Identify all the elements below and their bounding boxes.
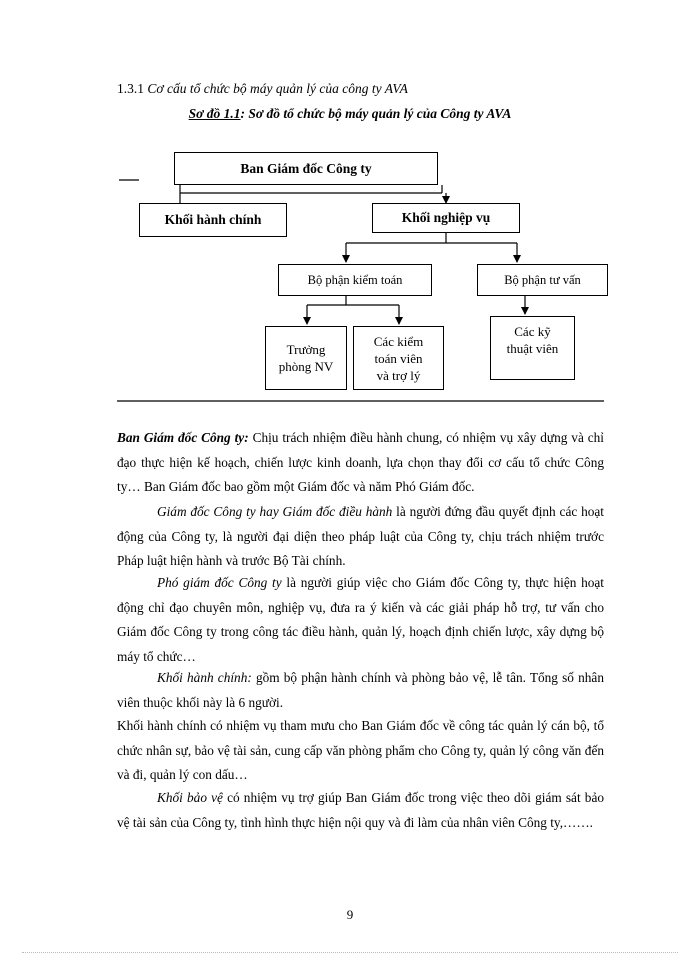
paragraph-board <box>117 426 604 500</box>
paragraph-text: Khối hành chính có nhiệm vụ tham mưu cho Ban Giám đốc về công tác quản lý cán bộ, tổ chức nhân sự, bảo vệ tài sản, cung cấp văn phòng phẩm cho Công ty, quản lý công văn đến và đi, quản lý con dấu… <box>117 718 604 782</box>
caption-text: : Sơ đồ tổ chức bộ máy quản lý của Công ty AVA <box>240 106 512 121</box>
paragraph-admin-duties <box>117 714 604 788</box>
box-label-line: phòng NV <box>278 359 334 374</box>
box-label-line: Các kỹ <box>514 324 551 339</box>
box-technicians <box>490 316 575 380</box>
page-bottom-border <box>22 952 678 953</box>
paragraph-lead: Phó giám đốc Công ty <box>157 575 282 590</box>
box-label: Ban Giám đốc Công ty <box>240 160 372 176</box>
box-label: Khối nghiệp vụ <box>401 210 491 225</box>
box-label-line: toán viên <box>374 350 423 366</box>
box-board-of-directors <box>174 152 438 185</box>
box-label: Khối hành chính <box>164 212 262 227</box>
section-number: 1.3.1 <box>117 81 144 96</box>
box-business-block <box>372 203 520 233</box>
paragraph-lead: Khối bảo vệ <box>157 790 223 805</box>
page-number: 9 <box>346 907 354 922</box>
org-chart-connectors <box>0 0 700 420</box>
box-audit-department <box>278 264 432 296</box>
paragraph-security-block <box>117 786 604 835</box>
box-label: Bộ phận kiểm toán <box>307 272 403 287</box>
box-admin-block <box>139 203 287 237</box>
paragraph-text: Chịu trách nhiệm điều hành chung, có nhiệm vụ xây dựng và chỉ đạo thực hiện kế hoạch, chiến lược kinh doanh, lựa chọn thay đổi cơ cấu tổ chức Công ty… Ban Giám đốc bao gồm một Giám đốc và năm Phó Giám đốc. <box>117 430 605 494</box>
box-label-line: thuật viên <box>506 341 559 356</box>
box-auditors-assistants <box>353 326 444 390</box>
paragraph-director <box>117 500 604 574</box>
paragraph-deputy-director <box>117 571 604 669</box>
box-label-line: Các kiểm <box>373 333 424 349</box>
box-label-line: Trưởng <box>286 342 326 357</box>
paragraph-admin-block <box>117 666 604 715</box>
section-title: Cơ cấu tổ chức bộ máy quản lý của công ty AVA <box>147 81 408 96</box>
box-label: Bộ phận tư vấn <box>504 272 581 287</box>
caption-label: Sơ đồ 1.1 <box>188 106 241 121</box>
paragraph-lead: Giám đốc Công ty hay Giám đốc điều hành <box>157 504 393 519</box>
box-department-head <box>265 326 347 390</box>
paragraph-lead: Ban Giám đốc Công ty: <box>117 430 249 445</box>
box-consulting-department <box>477 264 608 296</box>
paragraph-text: có nhiệm vụ trợ giúp Ban Giám đốc trong việc theo dõi giám sát bảo vệ tài sản của Công ty, tình hình thực hiện nội quy và đi làm của nhân viên Công ty,……. <box>117 790 604 830</box>
paragraph-text: gồm bộ phận hành chính và phòng bảo vệ, lễ tân. Tổng số nhân viên thuộc khối này là 6 người. <box>117 670 604 710</box>
paragraph-lead: Khối hành chính: <box>157 670 252 685</box>
paragraph-text: là người giúp việc cho Giám đốc Công ty, thực hiện hoạt động chỉ đạo chuyên môn, nghiệp vụ, đưa ra ý kiến và các giải pháp hỗ trợ, tư vấn cho Giám đốc Công ty trong công tác điều hành, quản lý, hoạch định chiến lược, xây dựng bộ máy tổ chức… <box>117 575 605 664</box>
paragraph-text: là người đứng đầu quyết định các hoạt động của Công ty, là người đại diện theo pháp luật của Công ty, chịu trách nhiệm trước Pháp luật hiện hành và trước Bộ Tài chính. <box>117 504 604 568</box>
box-label-line: và trợ lý <box>376 367 421 383</box>
